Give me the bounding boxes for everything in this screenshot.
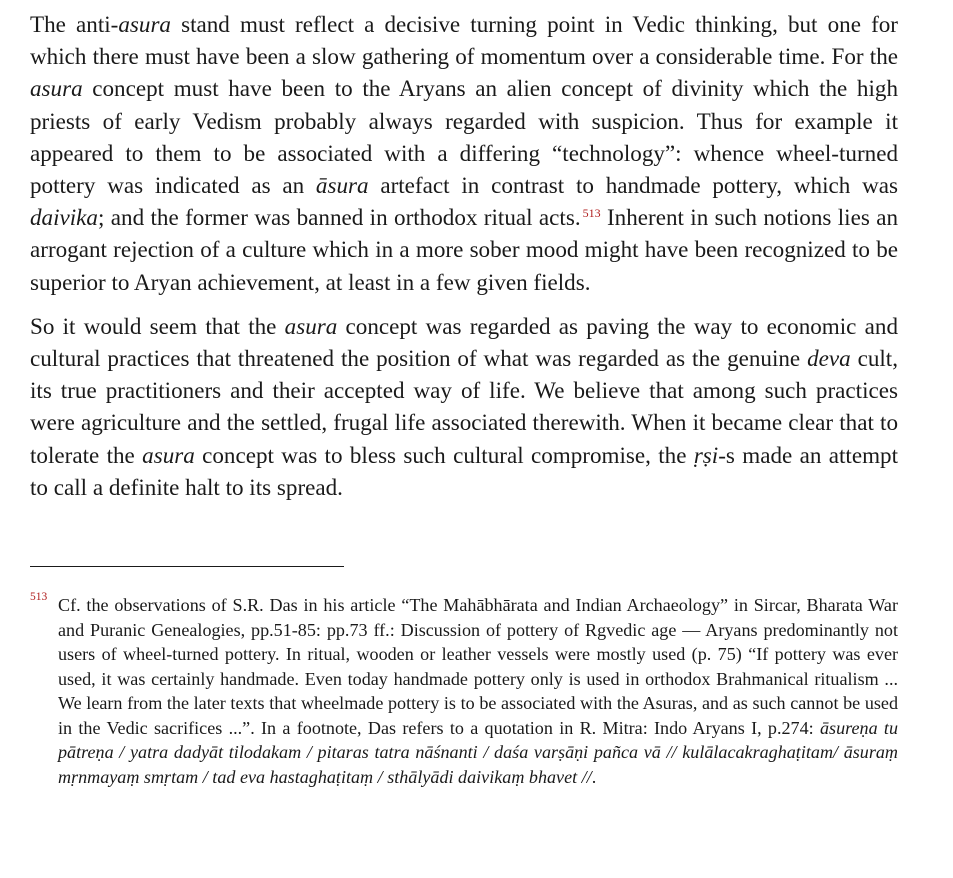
paragraph-1 <box>30 8 898 298</box>
italic-term: asura <box>118 11 171 37</box>
footnote-reference-link[interactable]: 513 <box>582 205 601 220</box>
text-run: The anti- <box>30 11 119 37</box>
footnote-513 <box>30 593 898 789</box>
document-body <box>30 8 898 503</box>
text-run: stand must reflect a decisive turning point in Vedic thinking, but one for which there must have been a slow gathering of momentum over a considerable time. For the <box>30 11 898 70</box>
italic-term: asura <box>30 75 83 102</box>
footnote-divider <box>30 566 344 567</box>
italic-term: ṛṣi <box>693 441 719 468</box>
text-run: . <box>591 766 597 787</box>
text-run: -s made an attempt to call a definite halt to its spread. <box>30 441 898 500</box>
text-run: concept was regarded as paving the way to economic and cultural practices that threatened the position of what was regarded as the genuine <box>30 312 898 372</box>
italic-term: daivika <box>30 204 98 231</box>
italic-term: asura <box>284 312 338 339</box>
text-run: Inherent in such notions lies an arrogant rejection of a culture which in a more sober mood might have been recognized to be superior to Aryan achievement, at least in a few given fields. <box>30 204 898 295</box>
italic-term: deva <box>807 345 851 372</box>
text-run: cult, its true practitioners and their accepted way of life. We believe that among such practices were agriculture and the settled, frugal life associated therewith. When it became clear that to tolerate the <box>30 345 898 468</box>
text-run: Cf. the observations of S.R. Das in his article “The Mahābhārata and Indian Archaeology” in Sircar, Bharata War and Puranic Genealogies, pp.51-85: pp.73 ff.: Discussion of pottery of Rgvedic age — Aryans predominantly not users of wheel-turned pottery. In ritual, wooden or leather vessels were mostly used (p. 75) “If pottery was ever used, it was certainly handmade. Even today handmade pottery only is used in orthodox Brahmanical ritualism ... We learn from the later texts that wheelmade pottery is to be associated with the Asuras, and as such cannot be used in the Vedic sacrifices ...”. In a footnote, Das refers to a quotation in R. Mitra: Indo Aryans I, p.274: <box>58 595 898 738</box>
text-run: artefact in contrast to handmade pottery, which was <box>368 172 898 199</box>
sanskrit-quotation: āsureṇa tu pātreṇa / yatra dadyāt tilodakam / pitaras tatra nāśnanti / daśa varṣāṇi pañca vā // kulālacakraghaṭitam/ āsuraṃ mṛnmayaṃ smṛtam / tad eva hastaghaṭitaṃ / sthālyādi daivikaṃ bhavet // <box>58 717 898 787</box>
text-run: concept was to bless such cultural compromise, the <box>194 441 694 468</box>
italic-term: asura <box>142 441 195 468</box>
text-run: ; and the former was banned in orthodox ritual acts. <box>97 204 581 231</box>
footnote-text <box>58 593 898 789</box>
italic-term: āsura <box>315 172 369 199</box>
paragraph-2 <box>30 310 898 503</box>
footnote-marker[interactable]: 513 <box>30 591 48 603</box>
text-run: concept must have been to the Aryans an alien concept of divinity which the high priests of early Vedism probably always regarded with suspicion. Thus for example it appeared to them to be associated with a differing “technology”: whence wheel-turned pottery was indicated as an <box>30 75 898 199</box>
text-run: So it would seem that the <box>30 312 285 339</box>
